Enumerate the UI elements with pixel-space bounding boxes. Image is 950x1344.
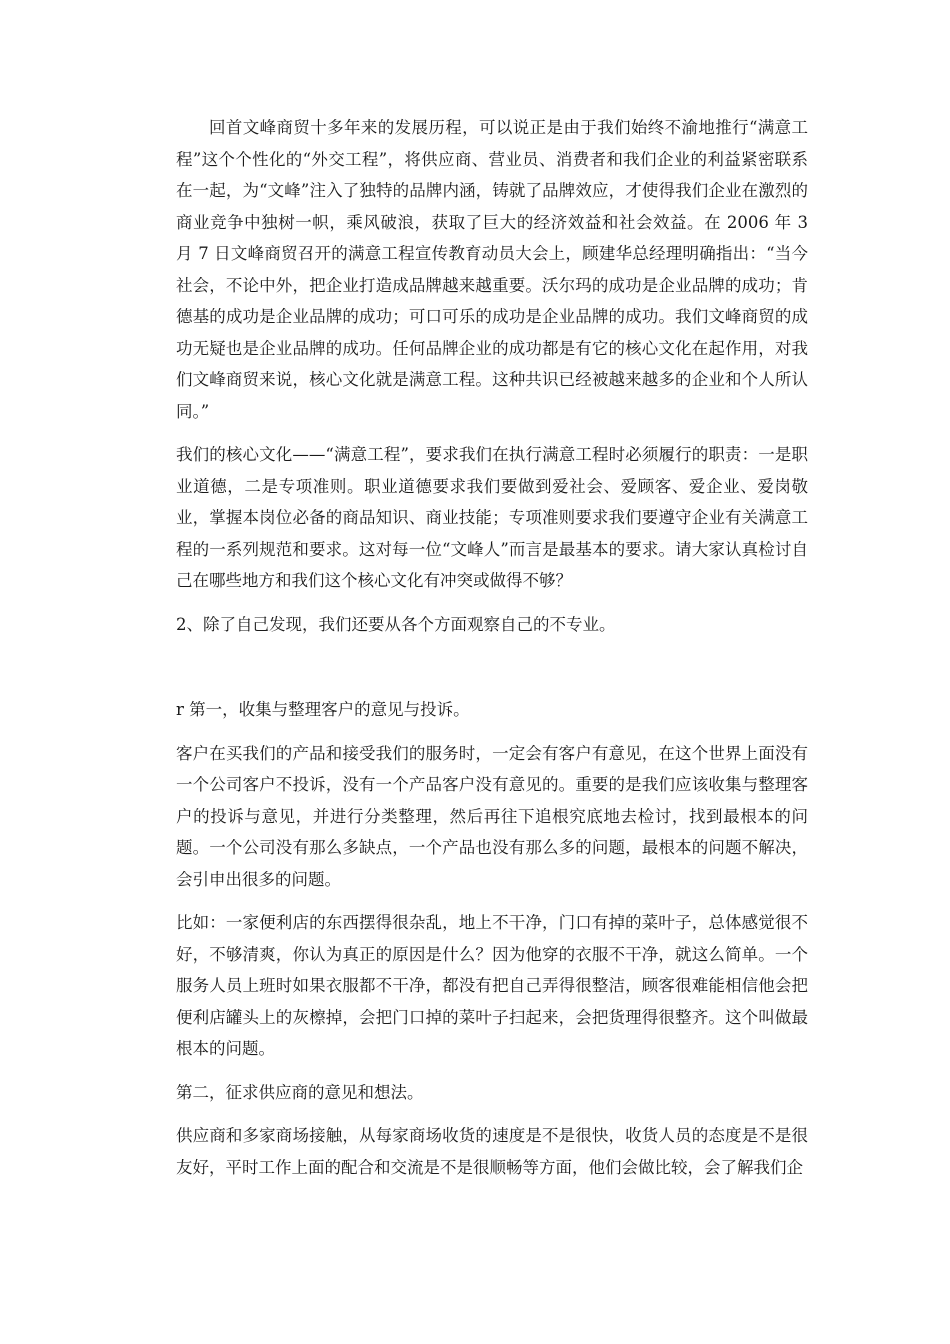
section-spacer	[176, 652, 808, 694]
paragraph-core-culture: 我们的核心文化——“满意工程”，要求我们在执行满意工程时必须履行的职责：一是职业道德，二是专项准则。职业道德要求我们要做到爱社会、爱顾客、爱企业、爱岗敬业，掌握本岗位必备的商品知识、商业技能；专项准则要求我们要遵守企业有关满意工程的一系列规范和要求。这对每一位“文峰人”而言是最基本的要求。请大家认真检讨自己在哪些地方和我们这个核心文化有冲突或做得不够？	[176, 445, 808, 590]
heading-second: 第二，征求供应商的意见和想法。	[176, 1082, 424, 1102]
document-body	[176, 112, 808, 1195]
paragraph-complaints: 客户在买我们的产品和接受我们的服务时，一定会有客户有意见，在这个世界上面没有一个公司客户不投诉，没有一个产品客户没有意见的。重要的是我们应该收集与整理客户的投诉与意见，并进行分类整理，然后再往下追根究底地去检讨，找到最根本的问题。一个公司没有那么多缺点，一个产品也没有那么多的问题，最根本的问题不解决，会引申出很多的问题。	[176, 743, 808, 889]
paragraph-suppliers: 供应商和多家商场接触，从每家商场收货的速度是不是很快，收货人员的态度是不是很友好，平时工作上面的配合和交流是不是很顺畅等方面，他们会做比较，会了解我们企	[176, 1126, 808, 1177]
paragraph-example: 比如：一家便利店的东西摆得很杂乱，地上不干净，门口有掉的菜叶子，总体感觉很不好，不够清爽，你认为真正的原因是什么？因为他穿的衣服不干净，就这么简单。一个服务人员上班时如果衣服都不干净，都没有把自己弄得很整洁，顾客很难能相信他会把便利店罐头上的灰檫掉，会把门口掉的菜叶子扫起来，会把货理得很整齐。这个叫做最根本的问题。	[176, 913, 808, 1058]
heading-first: r 第一，收集与整理客户的意见与投诉。	[176, 700, 470, 719]
paragraph-point-2: 2、除了自己发现，我们还要从各个方面观察自己的不专业。	[176, 614, 616, 634]
paragraph-history: 回首文峰商贸十多年来的发展历程，可以说正是由于我们始终不渝地推行“满意工程”这个个性化的“外交工程”，将供应商、营业员、消费者和我们企业的利益紧密联系在一起，为“文峰”注入了独特的品牌内涵，铸就了品牌效应，才使得我们企业在激烈的商业竞争中独树一帜，乘风破浪，获取了巨大的经济效益和社会效益。在 2006 年 3 月 7 日文峰商贸召开的满意工程宣传教育动员大会上，顾建华总经理明确指出：“当今社会，不论中外，把企业打造成品牌越来越重要。沃尔玛的成功是企业品牌的成功；肯德基的成功是企业品牌的成功；可口可乐的成功是企业品牌的成功。我们文峰商贸的成功无疑也是企业品牌的成功。任何品牌企业的成功都是有它的核心文化在起作用，对我们文峰商贸来说，核心文化就是满意工程。这种共识已经被越来越多的企业和个人所认同。”	[176, 118, 808, 421]
